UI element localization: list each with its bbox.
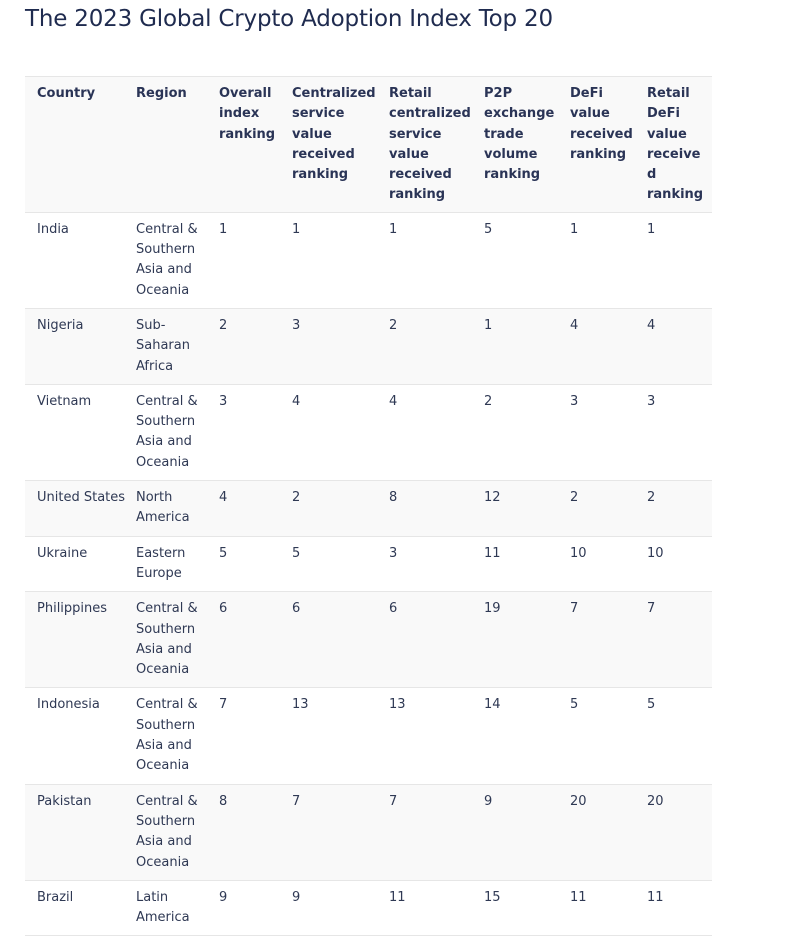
header-region: Region [136, 86, 187, 101]
cell-centralized-ranking: 6 [292, 601, 301, 617]
cell-retail-defi-ranking: 10 [647, 545, 664, 561]
cell-retail-centralized-ranking: 6 [389, 601, 398, 617]
cell-retail-defi-ranking: 3 [647, 393, 656, 409]
cell-retail-centralized-ranking: 11 [389, 889, 406, 905]
cell-p2p-ranking: 11 [484, 545, 501, 561]
cell-retail-centralized-ranking: 1 [389, 221, 398, 237]
cell-country: Brazil [37, 889, 74, 905]
cell-p2p-ranking: 5 [484, 221, 493, 237]
table-row [25, 592, 712, 688]
cell-country: Philippines [37, 601, 108, 617]
cell-retail-centralized-ranking: 4 [389, 393, 398, 409]
cell-overall-ranking: 7 [219, 697, 228, 713]
table-header-row [25, 77, 712, 213]
cell-centralized-ranking: 4 [292, 393, 301, 409]
adoption-index-table-container[interactable] [25, 76, 712, 936]
cell-p2p-ranking: 15 [484, 889, 501, 905]
header-retail-centralized-ranking: Retail centralized service value received ranking [389, 86, 471, 203]
cell-retail-defi-ranking: 7 [647, 601, 656, 617]
table-row [25, 880, 712, 936]
cell-retail-centralized-ranking: 8 [389, 490, 398, 506]
cell-country: Nigeria [37, 317, 84, 333]
cell-region: Central & Southern Asia and Oceania [136, 393, 198, 470]
table-row [25, 784, 712, 880]
cell-region: North America [136, 490, 190, 526]
cell-country: Pakistan [37, 793, 92, 809]
header-country: Country [37, 86, 96, 101]
header-defi-ranking: DeFi value received ranking [570, 86, 633, 162]
cell-country: United States [37, 490, 126, 506]
table-row [25, 536, 712, 592]
header-retail-defi-ranking: Retail DeFi value received ranking [647, 86, 704, 203]
cell-defi-ranking: 5 [570, 697, 579, 713]
cell-defi-ranking: 3 [570, 393, 579, 409]
cell-overall-ranking: 6 [219, 601, 228, 617]
cell-overall-ranking: 8 [219, 793, 228, 809]
cell-retail-centralized-ranking: 3 [389, 545, 398, 561]
cell-retail-defi-ranking: 1 [647, 221, 656, 237]
cell-region: Eastern Europe [136, 545, 186, 581]
cell-region: Central & Southern Asia and Oceania [136, 601, 198, 678]
cell-defi-ranking: 20 [570, 793, 587, 809]
cell-country: Vietnam [37, 393, 92, 409]
cell-p2p-ranking: 14 [484, 697, 501, 713]
cell-centralized-ranking: 3 [292, 317, 301, 333]
header-centralized-ranking: Centralized service value received ranking [292, 86, 376, 183]
cell-country: India [37, 221, 69, 237]
cell-p2p-ranking: 1 [484, 317, 493, 333]
cell-retail-defi-ranking: 2 [647, 490, 656, 506]
adoption-index-table [25, 76, 712, 936]
cell-defi-ranking: 7 [570, 601, 579, 617]
cell-p2p-ranking: 12 [484, 490, 501, 506]
cell-retail-centralized-ranking: 2 [389, 317, 398, 333]
cell-region: Central & Southern Asia and Oceania [136, 221, 198, 298]
cell-retail-defi-ranking: 20 [647, 793, 664, 809]
cell-overall-ranking: 1 [219, 221, 228, 237]
cell-overall-ranking: 9 [219, 889, 228, 905]
cell-centralized-ranking: 9 [292, 889, 301, 905]
page-title: The 2023 Global Crypto Adoption Index Top 20 [25, 6, 553, 32]
table-row [25, 481, 712, 537]
cell-centralized-ranking: 7 [292, 793, 301, 809]
cell-p2p-ranking: 19 [484, 601, 501, 617]
cell-overall-ranking: 2 [219, 317, 228, 333]
cell-defi-ranking: 10 [570, 545, 587, 561]
cell-retail-centralized-ranking: 13 [389, 697, 406, 713]
cell-country: Ukraine [37, 545, 88, 561]
cell-region: Sub-Saharan Africa [136, 317, 190, 374]
cell-country: Indonesia [37, 697, 100, 713]
cell-overall-ranking: 4 [219, 490, 228, 506]
cell-region: Central & Southern Asia and Oceania [136, 697, 198, 774]
cell-retail-defi-ranking: 4 [647, 317, 656, 333]
cell-defi-ranking: 11 [570, 889, 587, 905]
cell-region: Central & Southern Asia and Oceania [136, 793, 198, 870]
table-row [25, 384, 712, 480]
cell-p2p-ranking: 9 [484, 793, 493, 809]
cell-retail-centralized-ranking: 7 [389, 793, 398, 809]
cell-centralized-ranking: 13 [292, 697, 309, 713]
cell-retail-defi-ranking: 5 [647, 697, 656, 713]
table-row [25, 308, 712, 384]
header-overall-ranking: Overall index ranking [219, 86, 276, 142]
header-p2p-ranking: P2P exchange trade volume ranking [484, 86, 555, 183]
cell-retail-defi-ranking: 11 [647, 889, 664, 905]
cell-overall-ranking: 3 [219, 393, 228, 409]
cell-defi-ranking: 2 [570, 490, 579, 506]
table-row [25, 688, 712, 784]
cell-p2p-ranking: 2 [484, 393, 493, 409]
cell-overall-ranking: 5 [219, 545, 228, 561]
cell-centralized-ranking: 2 [292, 490, 301, 506]
cell-centralized-ranking: 5 [292, 545, 301, 561]
cell-defi-ranking: 4 [570, 317, 579, 333]
cell-centralized-ranking: 1 [292, 221, 301, 237]
table-row [25, 212, 712, 308]
cell-region: Latin America [136, 889, 190, 926]
cell-defi-ranking: 1 [570, 221, 579, 237]
